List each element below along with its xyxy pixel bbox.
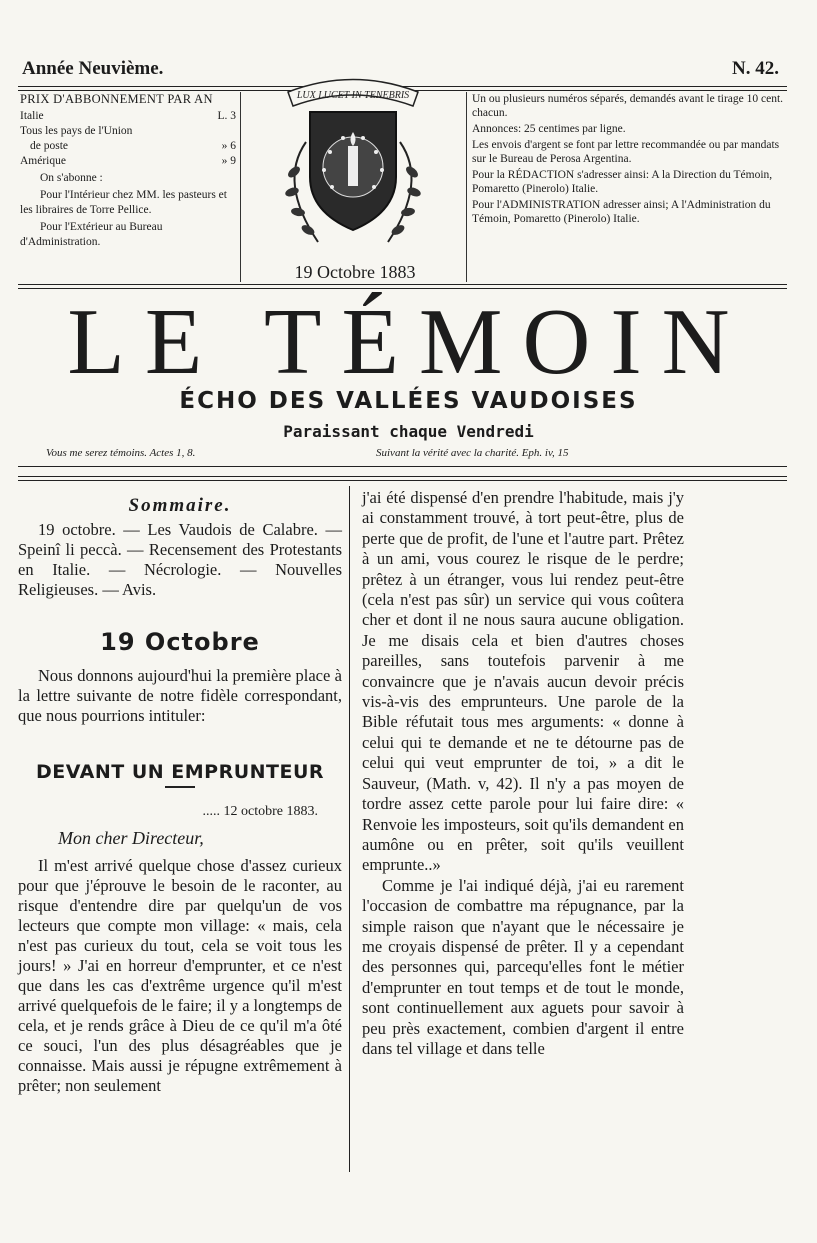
masthead-rule: [18, 476, 787, 481]
prix-row: Tous les pays de l'Union: [20, 125, 133, 137]
publication-frequency: Paraissant chaque Vendredi: [283, 422, 534, 441]
sommaire-title: Sommaire.: [128, 495, 232, 516]
annee-label: Année Neuvième.: [22, 58, 164, 79]
abonnement-interieur: Pour l'Intérieur chez MM. les pasteurs et les libraires de Torre Pellice.: [20, 189, 227, 216]
letter-greeting: Mon cher Directeur,: [58, 828, 204, 848]
issue-date: 19 Octobre 1883: [294, 262, 416, 282]
letter-paragraph: Comme je l'ai indiqué déjà, j'ai eu rarement l'occasion de combattre ma répugnance, par la simple raison que n'ayant que le nécessaire je me croyais dispensé de prêter. Il y a cependant des personnes qui, parcequ'elles font le métier d'emprunter en tout temps et de tout le monde, sont continuellement aux aguets pour savoir à peu près exactement, combien d'argent il entre dans tel village et dans telle: [362, 875, 684, 1058]
info-redaction: Pour la RÉDACTION s'adresser ainsi: A la Direction du Témoin, Pomaretto (Pinerolo) Italie.: [472, 169, 773, 195]
emblem-motto: LUX LUCET IN TENEBRIS: [296, 90, 410, 101]
on-sabonne: On s'abonne :: [40, 172, 103, 184]
prix-title: PRIX D'ABBONNEMENT PAR AN: [20, 92, 213, 106]
waldensian-emblem-icon: [248, 72, 458, 258]
motto-left: Vous me serez témoins. Actes 1, 8.: [46, 447, 196, 459]
info-numeros: Un ou plusieurs numéros séparés, demandés avant le tirage 10 cent. chacun.: [472, 93, 784, 119]
prix-row: Amérique » 9: [20, 155, 236, 167]
letter-paragraph: Il m'est arrivé quelque chose d'assez curieux pour que j'éprouve le besoin de le raconter, au risque d'entendre dire par quelqu'un de vos lecteurs que compte mon village: « mais, cela n'est pas curieux du tout, cela se voit tous les jours! » J'ai en horreur d'emprunter, et ce n'est que dans les cas d'extrême urgence qu'il m'est arrivé quelquefois de le faire; il y a longtemps de cela, et je rends grâce à Dieu de ce qu'il m'a ôté ce souci, l'un des plus désagréables que je connaisse. Mais aussi je répugne extrêmement à prêter; non seulement: [18, 856, 342, 1095]
left-column: [18, 496, 342, 1096]
section-title: 19 Octobre: [100, 628, 260, 656]
newspaper-subtitle: ÉCHO DES VALLÉES VAUDOISES: [179, 388, 638, 414]
header-divider: [466, 92, 467, 282]
info-envois: Les envois d'argent se font par lettre recommandée ou par mandats sur le Bureau de Perosa Argentina.: [472, 139, 780, 165]
info-administration: Pour l'ADMINISTRATION adresser ainsi; A l'Administration du Témoin, Pomaretto (Pinerolo) Italie.: [472, 199, 771, 225]
letter-title: DEVANT UN EMPRUNTEUR: [35, 761, 325, 783]
letter-paragraph: j'ai été dispensé d'en prendre l'habitude, mais j'y ai constamment trouvé, à tort peut-être, plus de perte que de profit, de l'une et l'autre part. Prêtez à un ami, vous courez le risque de le perdre; prêtez à un étranger, vous lui rendez peut-être (cela n'est pas sûr) un service qui vous coûtera cher et dont il ne nous saura aucune obligation. Je me disais cela et bien d'autres choses pareilles, sans toutefois parvenir à me convaincre que je n'avais aucun devoir précis vis-à-vis des emprunteurs. Une parole de la Bible réfutait tous mes arguments: « donne à celui qui te demande et ne te détourne pas de celui qui veut emprunter de toi, » a dit le Sauveur, (Math. v, 42). Il n'y a pas moyen de tordre assez cette parole pour lui faire dire: « Renvoie les imposteurs, soit qu'ils demandent en aumône ou en prêter, soit qu'ils veuillent emprunte..»: [362, 488, 684, 875]
header-bottom-rule: [18, 284, 787, 289]
header-divider: [240, 92, 241, 282]
prix-row: Italie L. 3: [20, 110, 236, 122]
abonnement-exterieur: Pour l'Extérieur au Bureau d'Administration.: [20, 221, 163, 248]
motto-right: Suivant la vérité avec la charité. Eph. iv, 15: [376, 447, 569, 459]
info-annonces: Annonces: 25 centimes par ligne.: [472, 123, 626, 135]
newspaper-title: LE TÉMOIN: [67, 290, 750, 394]
sommaire-text: 19 octobre. — Les Vaudois de Calabre. — Speinî li peccà. — Recensement des Protestants en Italie. — Nécrologie. — Nouvelles Religieuses. — Avis.: [18, 520, 342, 599]
subscription-prices: [20, 92, 236, 250]
right-column: [362, 488, 684, 1059]
prix-row: de poste » 6: [30, 140, 236, 152]
masthead-rule: [18, 466, 787, 467]
issue-number: N. 42.: [732, 58, 779, 79]
title-dash: [165, 786, 195, 788]
publication-info: [472, 92, 785, 228]
letter-dateline: ..... 12 octobre 1883.: [202, 804, 318, 819]
column-divider: [349, 486, 350, 1172]
intro-paragraph: Nous donnons aujourd'hui la première place à la lettre suivante de notre fidèle correspondant, que nous pourrions intituler:: [18, 666, 342, 725]
